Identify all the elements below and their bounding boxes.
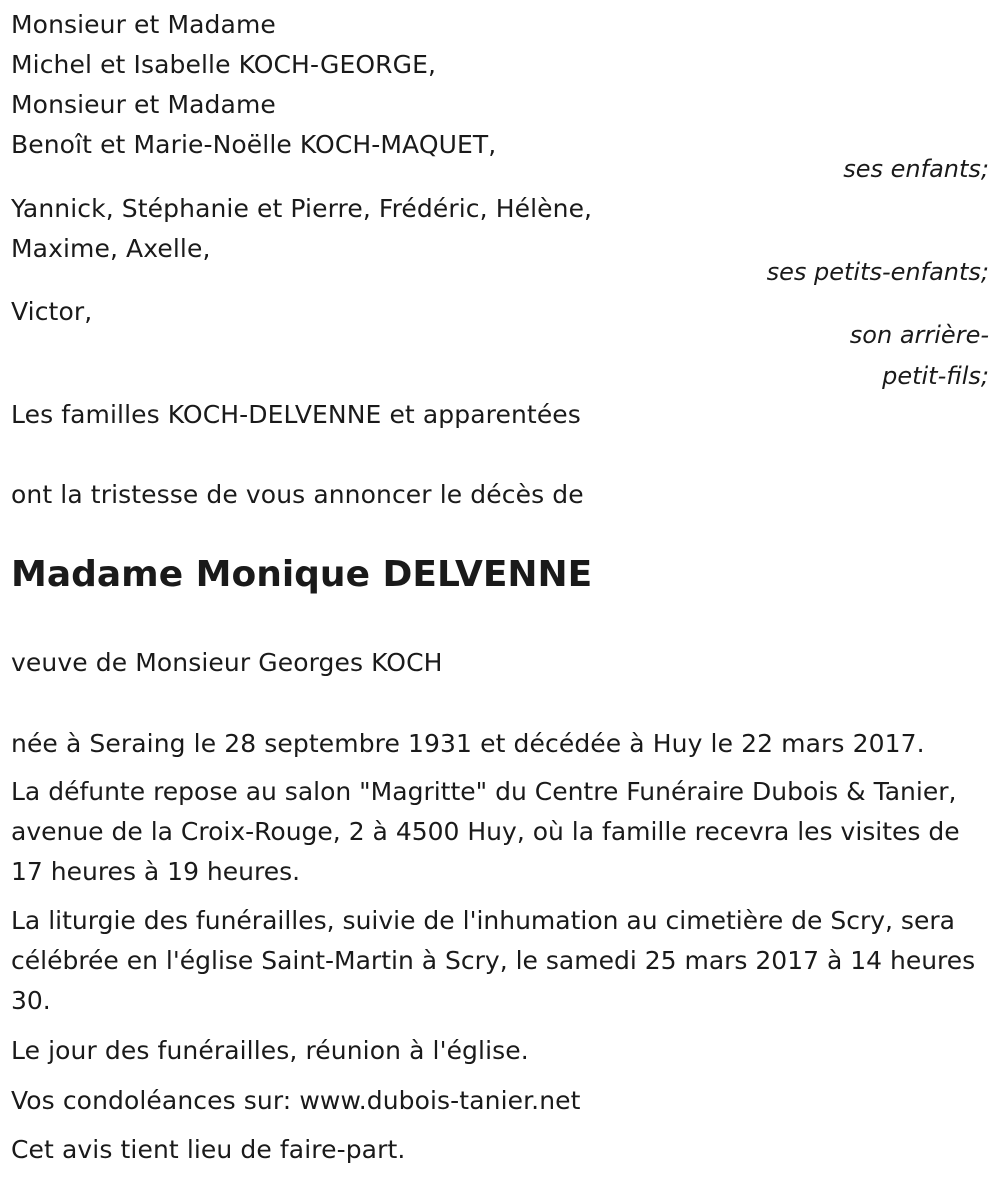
deceased-name: Madame Monique DELVENNE — [11, 554, 593, 595]
great-grandchild-label-1: son arrière- — [849, 321, 989, 349]
great-grandchild-label-2: petit-fils; — [882, 362, 989, 390]
grandchildren-label: ses petits-enfants; — [766, 258, 989, 286]
announcement-text: ont la tristesse de vous annoncer le décès de — [11, 480, 584, 509]
children-line-4: Benoît et Marie-Noëlle KOCH-MAQUET, — [11, 130, 497, 159]
funeral-details: La liturgie des funérailles, suivie de l'inhumation au cimetière de Scry, sera célébrée en l'église Saint-Martin à Scry, le samedi 25 mars 2017 à 14 heures 30. — [11, 906, 976, 1015]
great-grandchild: Victor, — [11, 297, 93, 326]
children-line-3: Monsieur et Madame — [11, 90, 276, 119]
notice-text: Cet avis tient lieu de faire-part. — [11, 1135, 406, 1164]
children-label: ses enfants; — [843, 155, 989, 183]
meeting-details: Le jour des funérailles, réunion à l'église. — [11, 1036, 529, 1065]
children-line-2: Michel et Isabelle KOCH-GEORGE, — [11, 50, 437, 79]
children-line-1: Monsieur et Madame — [11, 10, 276, 39]
other-families: Les familles KOCH-DELVENNE et apparentées — [11, 400, 581, 429]
widow-of: veuve de Monsieur Georges KOCH — [11, 648, 443, 677]
obituary-notice — [11, 0, 991, 1185]
grandchildren-line-1: Yannick, Stéphanie et Pierre, Frédéric, Hélène, — [11, 194, 593, 223]
birth-death-dates: née à Seraing le 28 septembre 1931 et décédée à Huy le 22 mars 2017. — [11, 729, 925, 758]
grandchildren-line-2: Maxime, Axelle, — [11, 234, 211, 263]
viewing-details: La défunte repose au salon "Magritte" du Centre Funéraire Dubois & Tanier, avenue de la Croix-Rouge, 2 à 4500 Huy, où la famille recevra les visites de 17 heures à 19 heures. — [11, 777, 960, 886]
condolences-info: Vos condoléances sur: www.dubois-tanier.net — [11, 1086, 581, 1115]
